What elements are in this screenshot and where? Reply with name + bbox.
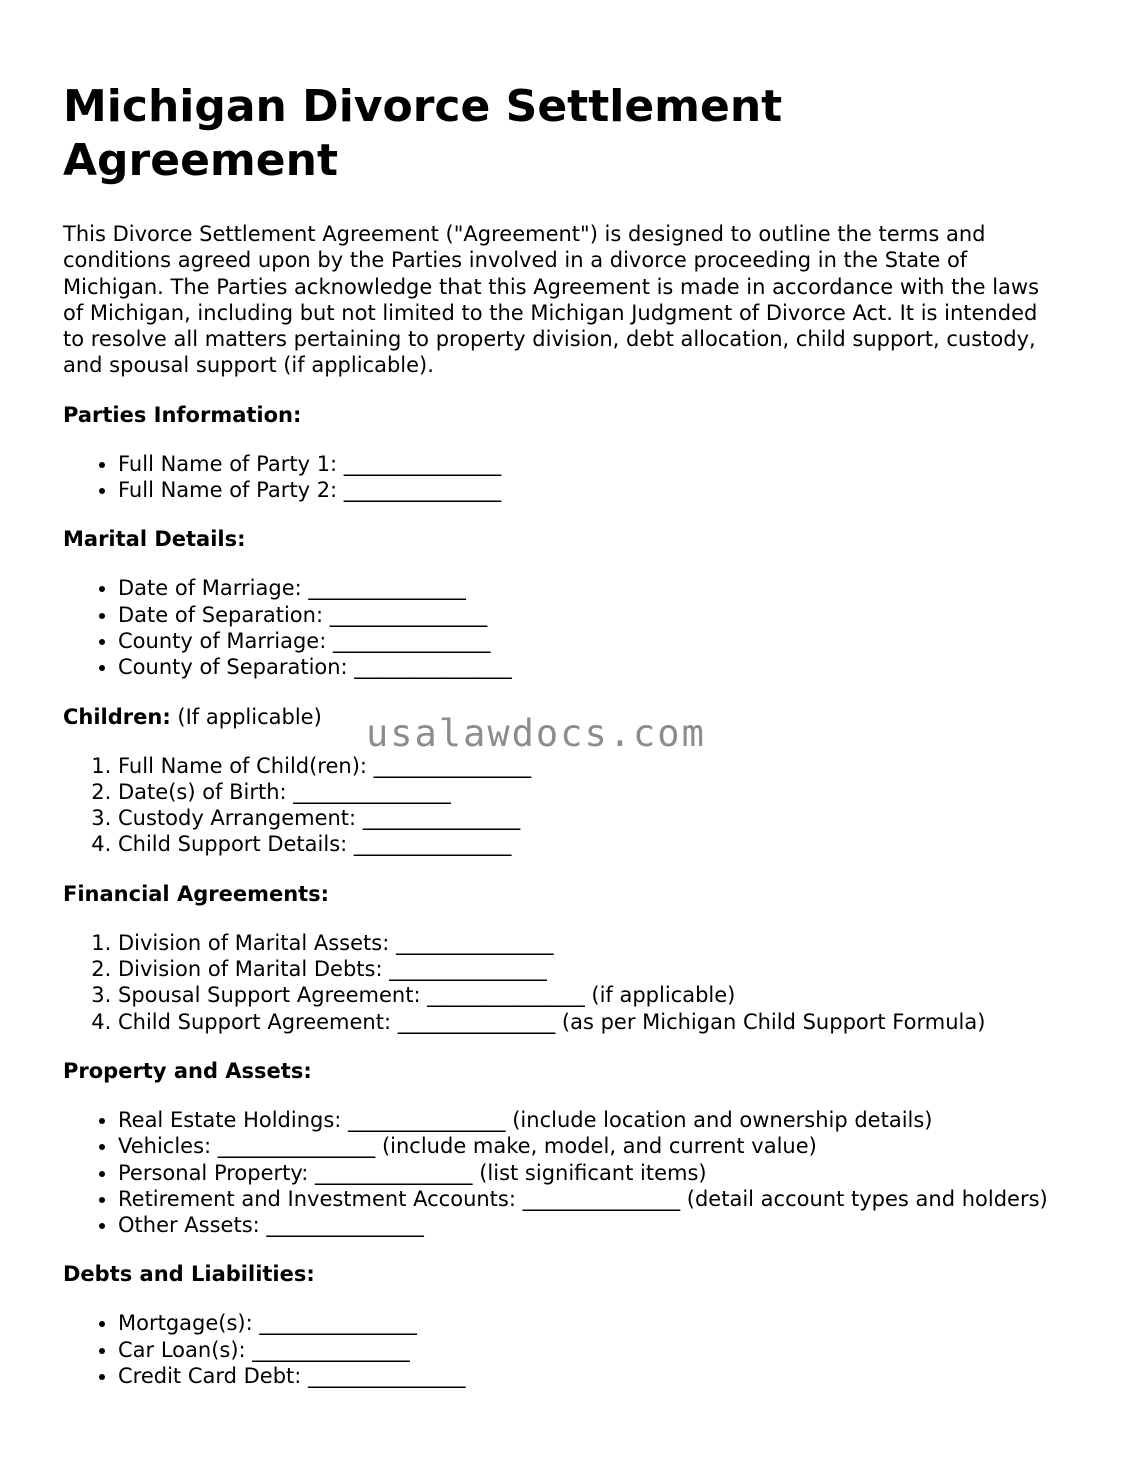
list-item: • Date of Separation: _______________ (118, 602, 1063, 628)
list-item: 4. Child Support Details: _______________ (118, 831, 1063, 857)
list-item: 2. Date(s) of Birth: _______________ (118, 779, 1063, 805)
list-item: 2. Division of Marital Debts: _______________ (118, 956, 1063, 982)
list-item: • Full Name of Party 2: _______________ (118, 477, 1063, 503)
debts-heading: Debts and Liabilities: (63, 1262, 315, 1287)
list-item: • County of Marriage: _______________ (118, 628, 1063, 654)
list-item: • Date of Marriage: _______________ (118, 575, 1063, 601)
list-item: • Mortgage(s): _______________ (118, 1310, 1063, 1336)
children-list (63, 753, 1063, 858)
list-item: 1. Division of Marital Assets: _______________ (118, 930, 1063, 956)
list-item: • Car Loan(s): _______________ (118, 1337, 1063, 1363)
parties-list (63, 451, 1063, 504)
list-item: • Credit Card Debt: _______________ (118, 1363, 1063, 1389)
debts-list (63, 1310, 1063, 1389)
list-item: 1. Full Name of Child(ren): _______________ (118, 753, 1063, 779)
children-heading: Children: (63, 704, 171, 729)
marital-list (63, 575, 1063, 680)
list-item: • Personal Property: _______________ (list significant items) (118, 1160, 1063, 1186)
list-item: • Real Estate Holdings: _______________ (include location and ownership details) (118, 1107, 1063, 1133)
list-item: • Vehicles: _______________ (include make, model, and current value) (118, 1133, 1063, 1159)
list-item: • Full Name of Party 1: _______________ (118, 451, 1063, 477)
marital-heading: Marital Details: (63, 527, 246, 552)
financial-heading: Financial Agreements: (63, 881, 330, 906)
property-list (63, 1107, 1063, 1238)
list-item: 4. Child Support Agreement: _______________ (as per Michigan Child Support Formula) (118, 1009, 1063, 1035)
document-page (63, 80, 1063, 1389)
intro-paragraph: This Divorce Settlement Agreement ("Agreement") is designed to outline the terms and conditions agreed upon by the Parties involved in a divorce proceeding in the State of Michigan. The Parties acknowledge that this Agreement is made in accordance with the laws of Michigan, including but not limited to the Michigan Judgment of Divorce Act. It is intended to resolve all matters pertaining to property division, debt allocation, child support, custody, and spousal support (if applicable). (63, 222, 1040, 378)
children-heading-note: (If applicable) (170, 704, 322, 729)
list-item: • Retirement and Investment Accounts: _______________ (detail account types and holders) (118, 1186, 1063, 1212)
children-heading-row (63, 704, 1063, 730)
parties-heading: Parties Information: (63, 402, 302, 427)
list-item: 3. Spousal Support Agreement: _______________ (if applicable) (118, 982, 1063, 1008)
list-item: • Other Assets: _______________ (118, 1212, 1063, 1238)
document-title: Michigan Divorce Settlement Agreement (63, 81, 783, 186)
property-heading: Property and Assets: (63, 1058, 312, 1083)
list-item: 3. Custody Arrangement: _______________ (118, 805, 1063, 831)
list-item: • County of Separation: _______________ (118, 654, 1063, 680)
watermark-text: usalawdocs.com (366, 712, 706, 755)
financial-list (63, 930, 1063, 1035)
